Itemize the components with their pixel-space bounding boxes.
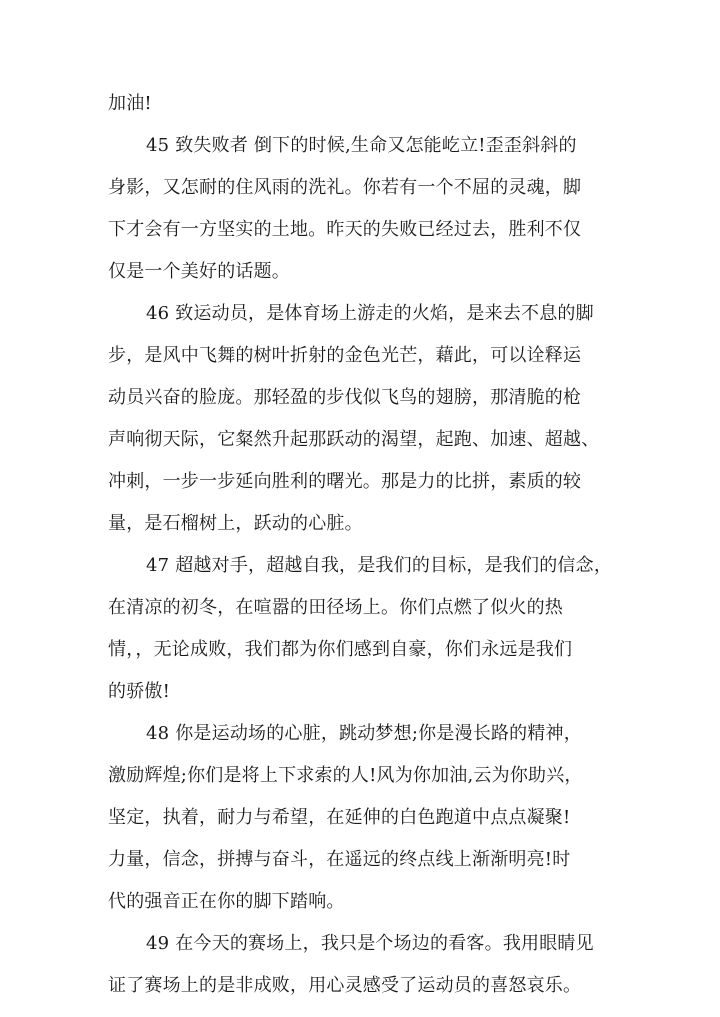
text-line: 的骄傲! [108, 681, 171, 702]
text-line: 步，是风中飞舞的树叶折射的金色光芒，藉此，可以诠释运 [108, 345, 582, 366]
text-line: 证了赛场上的是非成败，用心灵感受了运动员的喜怒哀乐。 [108, 975, 582, 996]
paragraph-45-line-1: 45 致失败者 倒下的时候,生命又怎能屹立!歪歪斜斜的 [146, 135, 577, 156]
text-line: 量，是石榴树上，跃动的心脏。 [108, 513, 363, 534]
text-line: 激励辉煌;你们是将上下求索的人!风为你加油,云为你助兴， [108, 765, 583, 786]
text-line: 身影，又怎耐的住风雨的洗礼。你若有一个不屈的灵魂，脚 [108, 177, 582, 198]
text-line: 在清凉的初冬，在喧嚣的田径场上。你们点燃了似火的热 [108, 597, 563, 618]
text-line: 坚定，执着，耐力与希望，在延伸的白色跑道中点点凝聚! [108, 807, 571, 828]
paragraph-49-line-1: 49 在今天的赛场上，我只是个场边的看客。我用眼睛见 [146, 933, 594, 954]
paragraph-48-line-1: 48 你是运动场的心脏，跳动梦想;你是漫长路的精神， [146, 723, 582, 744]
text-line: 力量，信念，拼搏与奋斗，在遥远的终点线上渐渐明亮!时 [108, 849, 571, 870]
paragraph-46-line-1: 46 致运动员，是体育场上游走的火焰，是来去不息的脚 [146, 303, 594, 324]
text-line: 动员兴奋的脸庞。那轻盈的步伐似飞鸟的翅膀，那清脆的枪 [108, 387, 582, 408]
text-line: 加油! [108, 93, 152, 114]
text-line: 代的强音正在你的脚下踏响。 [108, 891, 345, 912]
text-line: 仅是一个美好的话题。 [108, 261, 290, 282]
text-line: 声响彻天际，它粲然升起那跃动的渴望，起跑、加速、超越、 [108, 429, 600, 450]
text-line: 情，，无论成败，我们都为你们感到自豪，你们永远是我们 [108, 639, 573, 660]
paragraph-47-line-1: 47 超越对手，超越自我，是我们的目标，是我们的信念， [146, 555, 613, 576]
text-line: 冲刺，一步一步延向胜利的曙光。那是力的比拼，素质的较 [108, 471, 582, 492]
text-line: 下才会有一方坚实的土地。昨天的失败已经过去，胜利不仅 [108, 219, 582, 240]
